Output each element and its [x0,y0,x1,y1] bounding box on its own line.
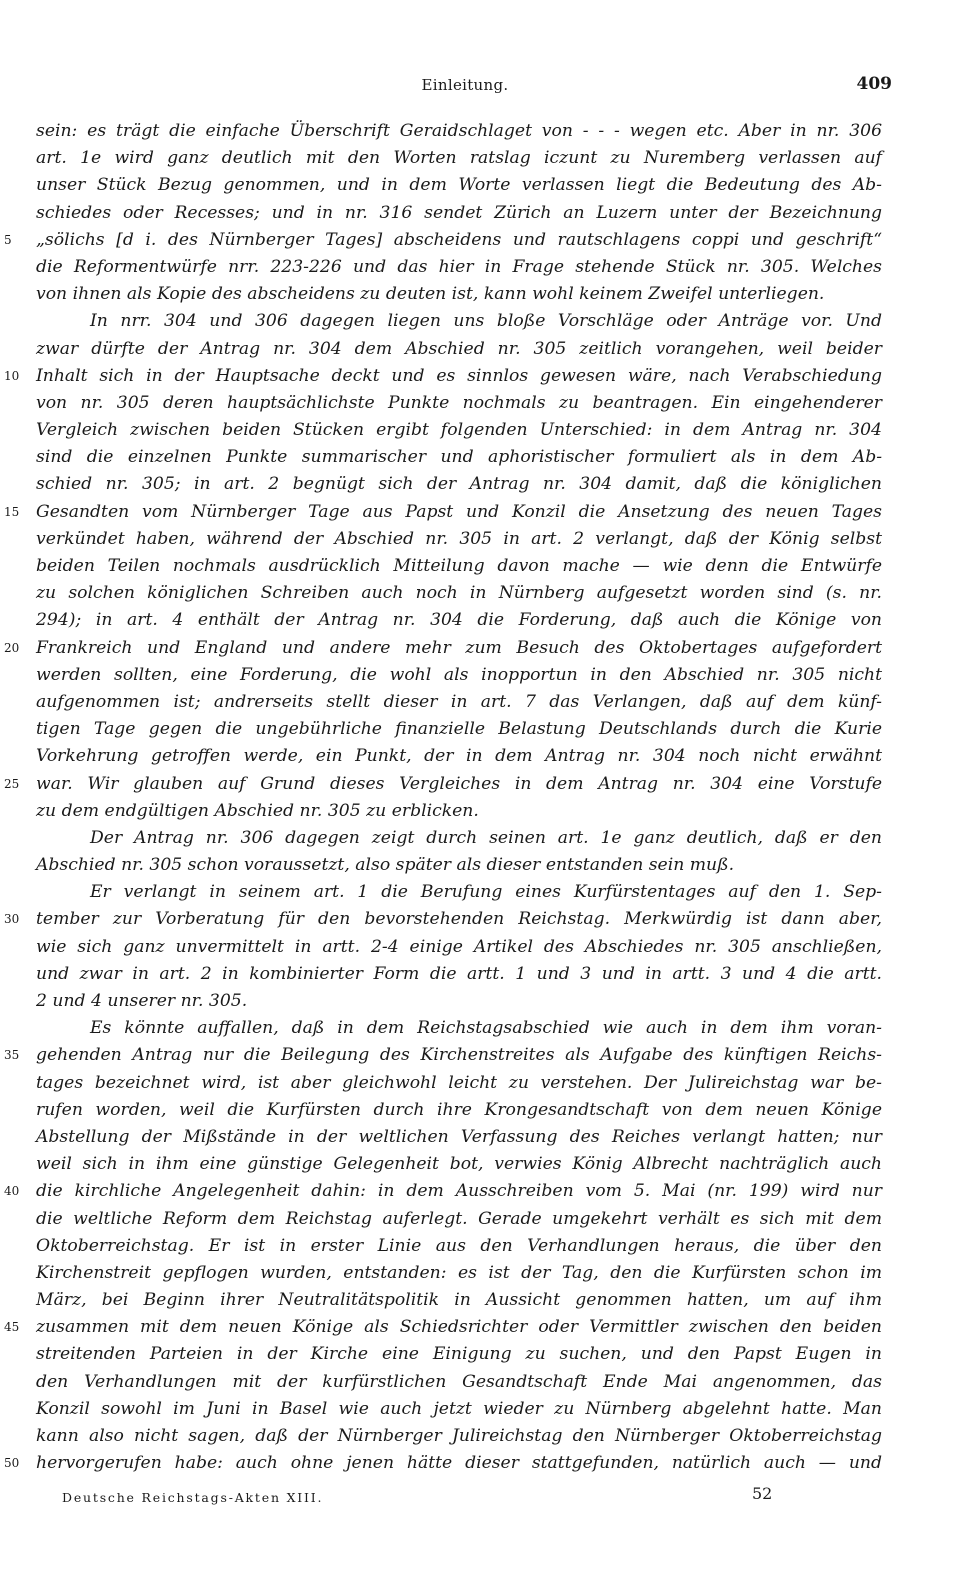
line-text: März, bei Beginn ihrer Neutralitätspolitik in Aussicht genommen hatten, um auf ihm [36,1290,882,1311]
line-number: 25 [4,776,20,791]
line-text: tages bezeichnet wird, ist aber gleichwohl leicht zu verstehen. Der Julireichstag war be- [36,1072,882,1093]
line-text: „sölichs [d i. des Nürnberger Tages] abscheidens und rautschlagens coppi und geschrift“ [36,229,882,250]
line-text: zu dem endgültigen Abschied nr. 305 zu erblicken. [36,800,479,821]
line-number: 10 [4,368,20,383]
line-text: Der Antrag nr. 306 dagegen zeigt durch seinen art. 1e ganz deutlich, daß er den [90,827,882,848]
text-line [4,635,882,662]
line-text: tigen Tage gegen die ungebührliche finanzielle Belastung Deutschlands durch die Kurie [36,719,882,740]
line-text: zusammen mit dem neuen Könige als Schiedsrichter oder Vermittler zwischen den beiden [36,1317,882,1338]
text-line [36,1369,882,1396]
line-text: rufen worden, weil die Kurfürsten durch ihre Krongesandtschaft von dem neuen Könige [36,1099,882,1120]
line-text: hervorgerufen habe: auch ohne jenen hätte dieser stattgefunden, natürlich auch — und [36,1453,882,1474]
text-line [36,526,882,553]
footer-series-title: Deutsche Reichstags-Akten XIII. [62,1490,324,1505]
running-header-title: Einleitung. [421,76,509,94]
text-line [36,281,882,308]
line-text: wie sich ganz unvermittelt in artt. 2-4 einige Artikel des Abschiedes nr. 305 anschließen, [36,936,882,957]
line-text: gehenden Antrag nur die Beilegung des Kirchenstreites als Aufgabe des künftigen Reichs- [36,1045,882,1066]
text-line [36,1124,882,1151]
page-number: 409 [856,74,892,94]
text-line [36,961,882,988]
line-text: die kirchliche Angelegenheit dahin: in dem Ausschreiben vom 5. Mai (nr. 199) wird nur [36,1181,882,1202]
line-text: Konzil sowohl im Juni in Basel wie auch jetzt wieder zu Nürnberg abgelehnt hatte. Man [36,1398,882,1419]
line-text: Es könnte auffallen, daß in dem Reichstagsabschied wie auch in dem ihm voran- [90,1018,882,1039]
text-line [4,363,882,390]
text-line [36,825,882,852]
text-line [36,988,882,1015]
text-line [36,934,882,961]
line-text: weil sich in ihm eine günstige Gelegenheit bot, verwies König Albrecht nachträglich auch [36,1154,882,1175]
text-line [36,1206,882,1233]
text-line [36,200,882,227]
line-text: sind die einzelnen Punkte summarischer und aphoristischer formuliert als in dem Ab- [36,447,882,468]
line-text: von nr. 305 deren hauptsächlichste Punkte nochmals zu beantragen. Ein eingehenderer [36,392,882,413]
footer-signature-mark: 52 [752,1484,773,1503]
text-line [36,743,882,770]
line-number: 15 [4,504,20,519]
text-line [36,553,882,580]
text-line [36,580,882,607]
line-text: 2 und 4 unserer nr. 305. [36,991,248,1011]
text-line [36,1097,882,1124]
line-text: die weltliche Reform dem Reichstag auferlegt. Gerade umgekehrt verhält es sich mit dem [36,1208,882,1229]
text-line [36,1070,882,1097]
text-line [36,308,882,335]
line-text: unser Stück Bezug genommen, und in dem Worte verlassen liegt die Bedeutung des Ab- [36,175,882,196]
line-number: 50 [4,1456,20,1471]
text-line [36,1260,882,1287]
text-line [4,1314,882,1341]
line-number: 45 [4,1320,20,1335]
text-line [4,499,882,526]
text-line [36,1015,882,1042]
line-number: 35 [4,1048,20,1063]
line-text: In nrr. 304 und 306 dagegen liegen uns bloße Vorschläge oder Anträge vor. Und [90,311,882,332]
text-line [36,1287,882,1314]
line-text: zwar dürfte der Antrag nr. 304 dem Abschied nr. 305 zeitlich vorangehen, weil beider [36,338,882,359]
line-text: Abschied nr. 305 schon voraussetzt, also später als dieser entstanden sein muß. [36,855,735,876]
text-line [36,444,882,471]
text-line [36,607,882,634]
line-text: aufgenommen ist; andrerseits stellt dieser in art. 7 das Verlangen, daß auf dem künf- [36,691,882,712]
text-line [4,906,882,933]
text-line [36,1423,882,1450]
line-number: 30 [4,912,20,927]
text-line [36,662,882,689]
line-text: 294); in art. 4 enthält der Antrag nr. 304 die Forderung, daß auch die Könige von [36,610,882,631]
line-text: schied nr. 305; in art. 2 begnügt sich der Antrag nr. 304 damit, daß die königlichen [36,474,882,495]
text-line [36,254,882,281]
line-text: sein: es trägt die einfache Überschrift Geraidschlaget von - - - wegen etc. Aber in nr. 306 [36,121,882,141]
line-number: 40 [4,1184,20,1199]
text-line [36,798,882,825]
line-text: zu solchen königlichen Schreiben auch noch in Nürnberg aufgesetzt worden sind (s. nr. [36,583,882,604]
text-line [36,1341,882,1368]
text-line [36,716,882,743]
text-line [36,336,882,363]
text-line [36,852,882,879]
line-text: die Reformentwürfe nrr. 223-226 und das hier in Frage stehende Stück nr. 305. Welches [36,256,882,277]
text-line [36,689,882,716]
line-text: Abstellung der Mißstände in der weltlichen Verfassung des Reiches verlangt hatten; nur [36,1126,882,1147]
text-line [4,227,882,254]
text-line [36,1396,882,1423]
line-text: Kirchenstreit gepflogen wurden, entstanden: es ist der Tag, den die Kurfürsten schon im [36,1262,882,1283]
line-text: schiedes oder Recesses; und in nr. 316 sendet Zürich an Luzern unter der Bezeichnung [36,202,882,223]
line-text: war. Wir glauben auf Grund dieses Vergleiches in dem Antrag nr. 304 eine Vorstufe [36,773,882,794]
line-text: Vorkehrung getroffen werde, ein Punkt, der in dem Antrag nr. 304 noch nicht erwähnt [36,746,882,767]
line-text: Er verlangt in seinem art. 1 die Berufung eines Kurfürstentages auf den 1. Sep- [90,882,882,903]
text-line [36,145,882,172]
line-text: und zwar in art. 2 in kombinierter Form die artt. 1 und 3 und in artt. 3 und 4 die artt. [36,963,882,984]
line-text: den Verhandlungen mit der kurfürstlichen Gesandtschaft Ende Mai angenommen, das [36,1371,882,1392]
line-number: 20 [4,640,20,655]
text-line [36,471,882,498]
text-line [36,1233,882,1260]
text-line [36,1151,882,1178]
line-text: Inhalt sich in der Hauptsache deckt und es sinnlos gewesen wäre, nach Verabschiedung [36,365,882,386]
text-line [36,417,882,444]
line-text: von ihnen als Kopie des abscheidens zu deuten ist, kann wohl keinem Zweifel unterliegen. [36,284,825,305]
text-line [4,1042,882,1069]
line-text: Gesandten vom Nürnberger Tage aus Papst und Konzil die Ansetzung des neuen Tages [36,501,882,522]
text-line [4,1450,882,1477]
line-text: art. 1e wird ganz deutlich mit den Worten ratslag iczunt zu Nuremberg verlassen auf [36,148,882,169]
body-text [4,118,882,1477]
line-text: Frankreich und England und andere mehr zum Besuch des Oktobertages aufgefordert [36,637,882,658]
text-line [4,1178,882,1205]
text-line [36,118,882,145]
text-line [36,172,882,199]
line-text: Oktoberreichstag. Er ist in erster Linie aus den Verhandlungen heraus, die über den [36,1235,882,1256]
line-text: werden sollten, eine Forderung, die wohl als inopportun in den Abschied nr. 305 nicht [36,664,882,685]
text-line [36,390,882,417]
line-text: tember zur Vorberatung für den bevorstehenden Reichstag. Merkwürdig ist dann aber, [36,909,882,930]
line-number: 5 [4,232,12,247]
text-line [36,879,882,906]
text-line [4,771,882,798]
line-text: streitenden Parteien in der Kirche eine Einigung zu suchen, und den Papst Eugen in [36,1344,882,1365]
line-text: Vergleich zwischen beiden Stücken ergibt folgenden Unterschied: in dem Antrag nr. 304 [36,420,882,441]
line-text: verkündet haben, während der Abschied nr. 305 in art. 2 verlangt, daß der König selbst [36,528,882,549]
line-text: beiden Teilen nochmals ausdrücklich Mitteilung davon mache — wie denn die Entwürfe [36,556,882,576]
line-text: kann also nicht sagen, daß der Nürnberger Julireichstag den Nürnberger Oktoberreichstag [36,1426,882,1446]
